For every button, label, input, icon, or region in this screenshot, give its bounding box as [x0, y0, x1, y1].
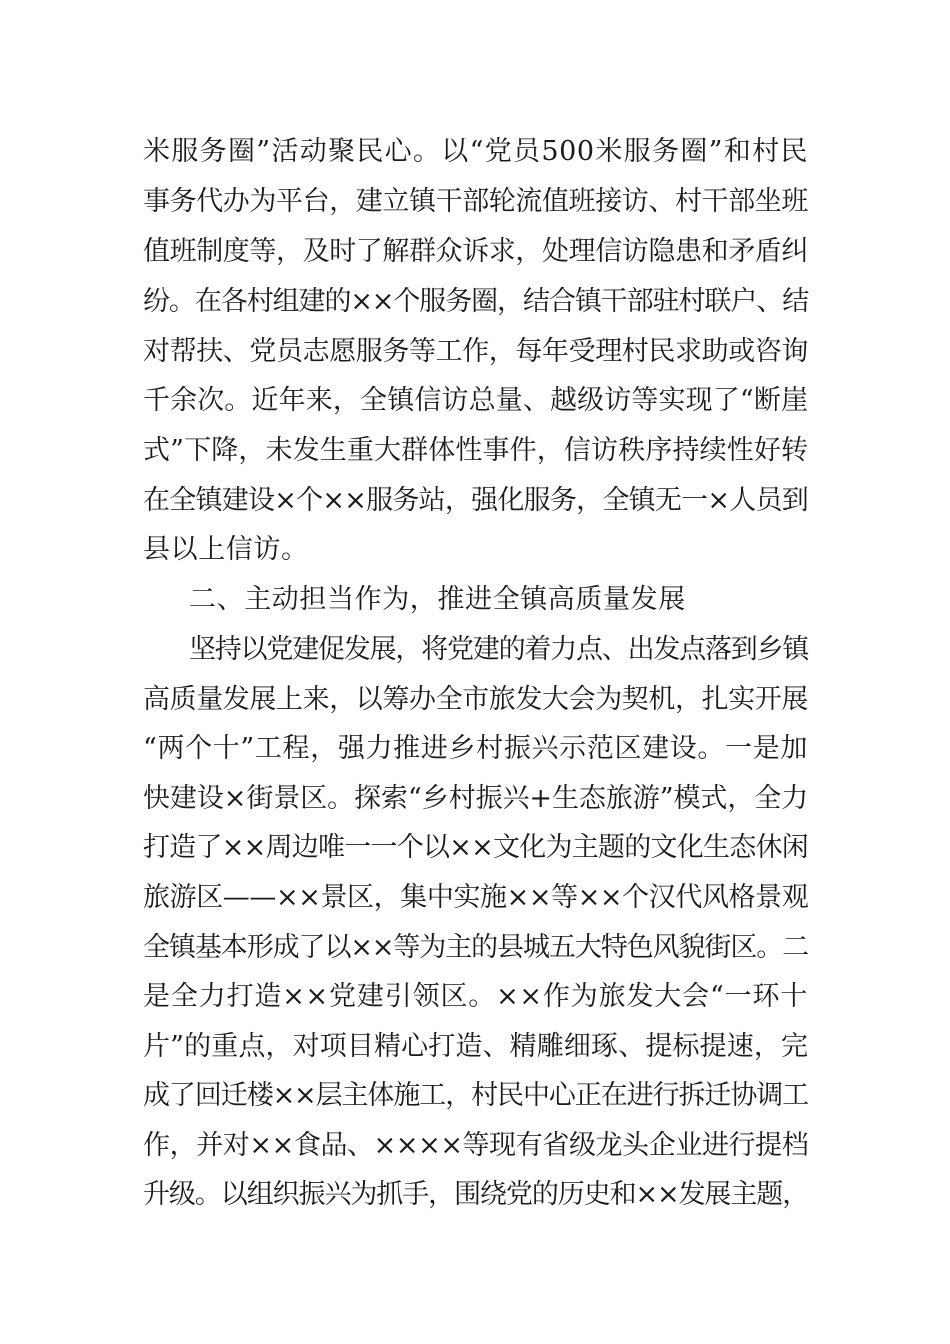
text-line-1: 米服务圈”活动聚民心。以“党员500米服务圈”和村民: [143, 136, 808, 167]
section-heading: 二、主动担当作为，推进全镇高质量发展: [189, 584, 686, 615]
text-line-19: 片”的重点，对项目精心打造、精雕细琢、提标提速，完: [143, 1031, 808, 1062]
text-line-6: 千余次。近年来，全镇信访总量、越级访等实现了“断崖: [143, 385, 808, 416]
text-line-9: 县以上信访。: [143, 534, 309, 565]
text-line-15: 打造了××周边唯一一个以××文化为主题的文化生态休闲: [143, 832, 808, 863]
text-line-21: 作，并对××食品、××××等现有省级龙头企业进行提档: [143, 1130, 809, 1161]
text-line-7: 式”下降，未发生重大群体性事件，信访秩序持续性好转: [143, 435, 808, 466]
text-line-3: 值班制度等，及时了解群众诉求，处理信访隐患和矛盾纠: [143, 236, 808, 267]
text-line-4: 纷。在各村组建的××个服务圈，结合镇干部驻村联户、结: [143, 286, 808, 317]
text-line-8: 在全镇建设×个××服务站，强化服务，全镇无一×人员到: [143, 485, 808, 516]
paragraph-first-line: 坚持以党建促发展，将党建的着力点、出发点落到乡镇: [189, 634, 809, 665]
text-line-17: 全镇基本形成了以××等为主的县城五大特色风貌街区。二: [143, 932, 808, 963]
text-line-18: 是全力打造××党建引领区。××作为旅发大会“一环十: [143, 981, 808, 1012]
text-line-12: 高质量发展上来，以筹办全市旅发大会为契机，扎实开展: [143, 684, 808, 715]
text-line-2: 事务代办为平台，建立镇干部轮流值班接访、村干部坐班: [143, 186, 808, 217]
text-line-20: 成了回迁楼××层主体施工，村民中心正在进行拆迁协调工: [143, 1080, 808, 1111]
text-line-16: 旅游区——××景区，集中实施××等××个汉代风格景观: [143, 882, 809, 913]
text-line-14: 快建设×街景区。探索“乡村振兴+生态旅游”模式，全力: [143, 783, 808, 814]
text-line-13: “两个十”工程，强力推进乡村振兴示范区建设。一是加: [143, 733, 808, 764]
text-line-5: 对帮扶、党员志愿服务等工作，每年受理村民求助或咨询: [143, 336, 808, 367]
text-line-22: 升级。以组织振兴为抓手，围绕党的历史和××发展主题，: [143, 1179, 808, 1210]
